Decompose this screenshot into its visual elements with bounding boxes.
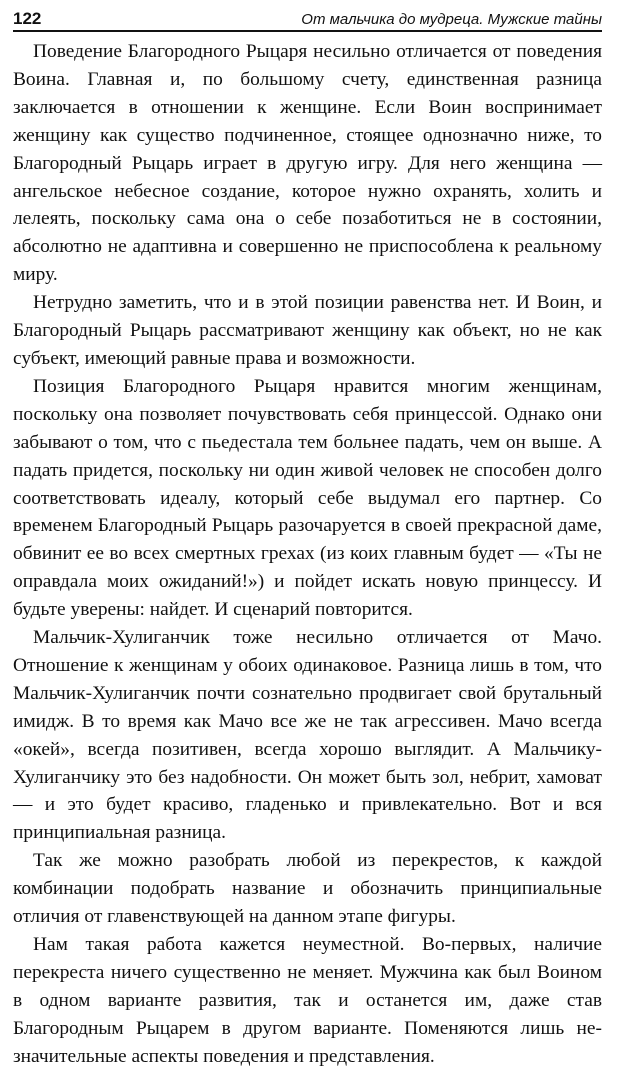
paragraph-3: Позиция Благородного Рыцаря нравится многим женщинам, поскольку она позволяет почувствовать себя принцессой. Однако они забывают о том, что с пьедестала тем больнее падать, чем он выше. А падать придется, поскольку ни один живой человек не способен долго соответствовать идеалу, который себе выдумал его партнер. Со временем Благородный Рыцарь разочаруется в своей прекрасной даме, обвинит ее во всех смертных грехах (из коих главным будет — «Ты не оправдала моих ожиданий!») и пойдет искать новую принцессу. И будьте уверены: найдет. И сценарий повторится. [13, 375, 602, 621]
paragraph-5: Так же можно разобрать любой из перекрестов, к каждой комбинации подобрать название и обозначить принципиальные отличия от главенствующей на данном этапе фигуры. [13, 850, 602, 928]
paragraph-4: Мальчик-Хулиганчик тоже несильно отличается от Мачо. Отношение к женщинам у обоих одинаковое. Разница лишь в том, что Мальчик-Хулиганчик почти сознательно продвигает свой брутальный имидж. В то время как Мачо все же не так агрессивен. Мачо всегда «окей», всегда позитивен, всегда хорошо выглядит. А Мальчику-Хулиганчику это без надобности. Он может быть зол, небрит, хамоват — и это будет красиво, гладенько и привлекательно. Вот и вся принципиальная разница. [13, 627, 602, 844]
page-header [13, 0, 602, 32]
page-number: 122 [13, 9, 42, 28]
running-title: От мальчика до мудреца. Мужские тайны [301, 11, 602, 28]
body-text [13, 38, 602, 1071]
paragraph-2: Нетрудно заметить, что и в этой позиции равенства нет. И Воин, и Благородный Рыцарь рассматривают женщину как объект, но не как субъект, имеющий равные права и возможности. [13, 292, 602, 369]
paragraph-1: Поведение Благородного Рыцаря несильно отличается от поведения Воина. Главная и, по большому счету, единственная разница заключается в отношении к женщине. Если Воин воспринимает женщину как существо подчиненное, стоящее однозначно ниже, то Благородный Рыцарь играет в другую игру. Для него женщина — ангельское небесное создание, которое нужно охранять, холить и лелеять, поскольку сама она о себе позаботиться не в состоянии, абсолютно не адаптивна и совершенно не приспособлена к реальному миру. [13, 41, 602, 286]
paragraph-6: Нам такая работа кажется неуместной. Во-первых, наличие перекреста ничего существенно не меняет. Мужчина как был Воином в одном варианте развития, так и останется им, даже став Благородным Рыцарем в другом варианте. Поменяются лишь незначительные аспекты поведения и представления. [13, 934, 602, 1067]
